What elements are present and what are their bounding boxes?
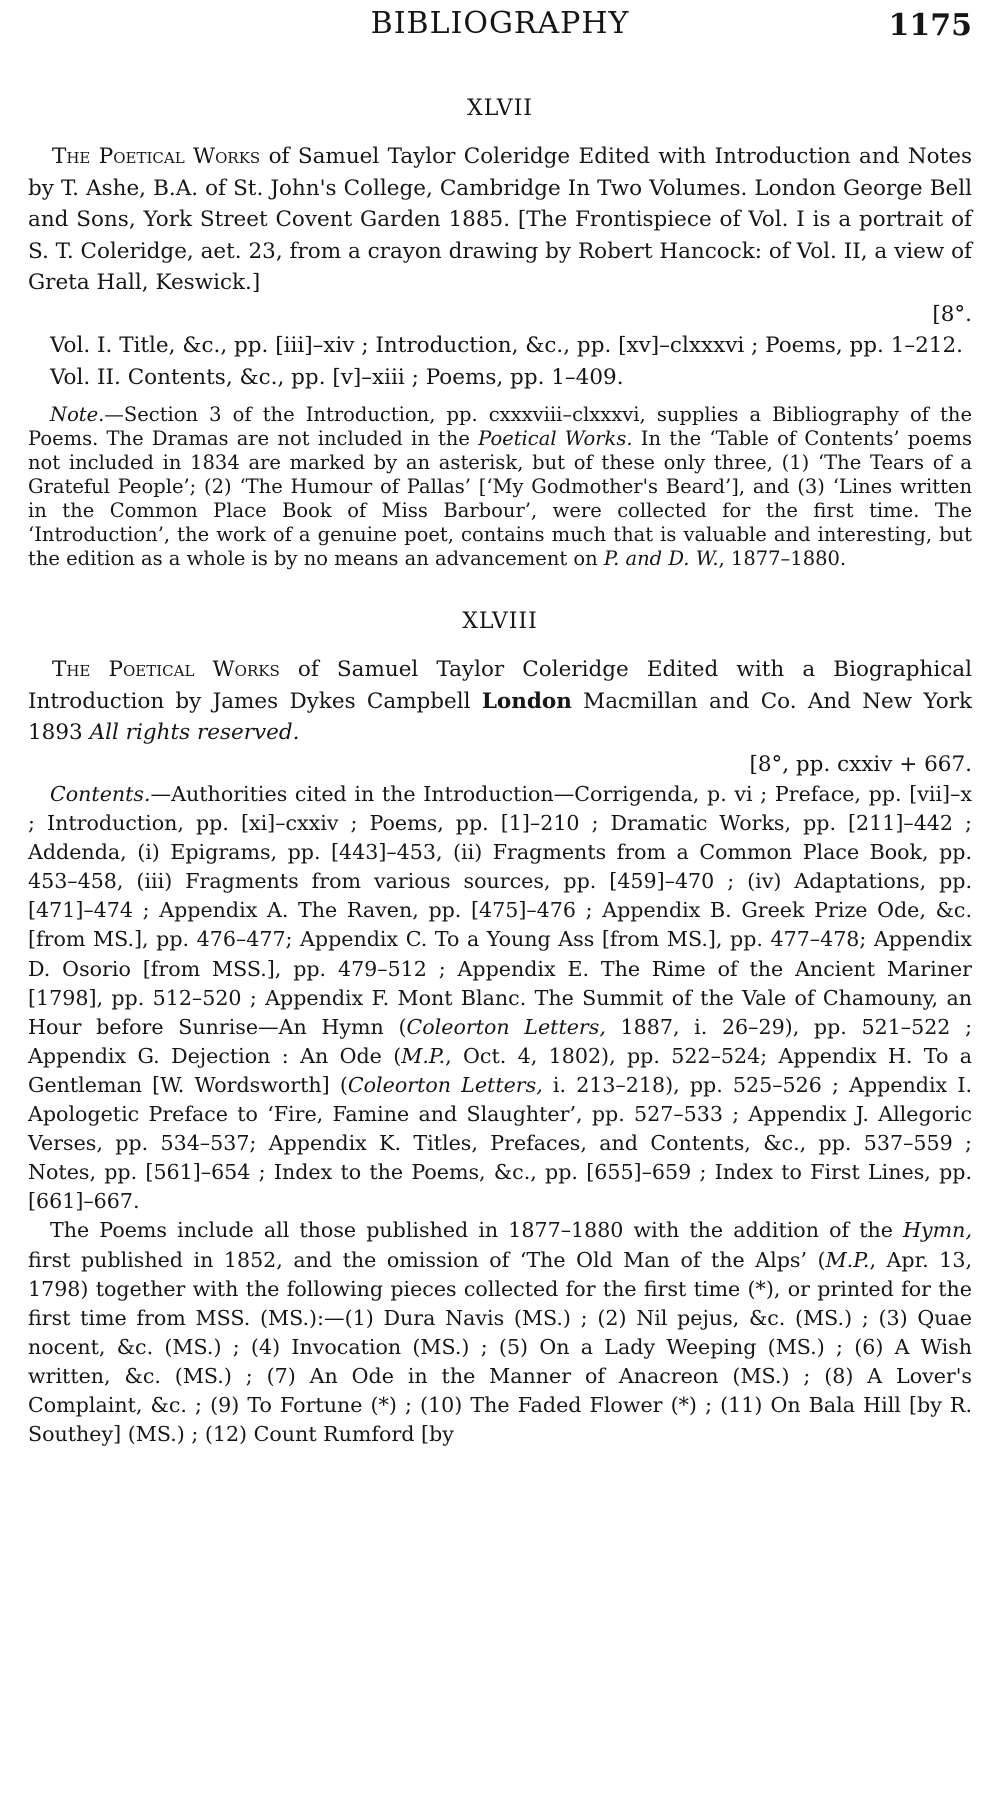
entry-title: The Poetical Works <box>52 657 280 682</box>
entry-title: The Poetical Works <box>52 144 261 169</box>
description-text: Macmillan and Co. And New York 1893 <box>28 688 972 745</box>
description-text: of Samuel Taylor Coleridge Edited with a Biographical Introduction by James Dykes Campbell <box>28 657 972 714</box>
poems-text: first published in 1852, and the omission of ‘The Old Man of the Alps’ ( <box>28 1247 826 1272</box>
entry-description <box>28 141 972 330</box>
note-text: , 1877–1880. <box>718 547 847 570</box>
poems-text: The Poems include all those published in 1877–1880 with the addition of the <box>50 1218 904 1243</box>
contents-text: i. 213–218), pp. 525–526 ; Appendix I. Apologetic Preface to ‘Fire, Famine and Slaughter’, pp. 527–533 ; Appendix J. Allegoric Verses, pp. 534–537; Appendix K. Titles, Prefaces, and Contents, &c., pp. 537–559 ; Notes, pp. [561]–654 ; Index to the Poems, &c., pp. [655]–659 ; Index to First Lines, pp. [661]–667. <box>28 1072 973 1214</box>
contents-text: —Authorities cited in the Introduction—Corrigenda, p. vi ; Preface, pp. [vii]–x ; Introduction, pp. [xi]–cxxiv ; Poems, pp. [1]–210 ; Dramatic Works, pp. [211]–442 ; Addenda, (i) Epigrams, pp. [443]–453, (ii) Fragments from a Common Place Book, pp. 453–458, (iii) Fragments from various sources, pp. [459]–470 ; (iv) Adaptations, pp. [471]–474 ; Appendix A. The Raven, pp. [475]–476 ; Appendix B. Greek Prize Ode, &c. [from MS.], pp. 476–477; Appendix C. To a Young Ass [from MS.], pp. 477–478; Appendix D. Osorio [from MSS.], pp. 479–512 ; Appendix E. The Rime of the Ancient Mariner [1798], pp. 512–520 ; Appendix F. Mont Blanc. The Summit of the Vale of Chamouny, an Hour before Sunrise—An Hymn ( <box>28 782 972 1039</box>
contents-italic: Coleorton Letters, <box>347 1072 543 1097</box>
entry-xlviii <box>28 609 972 1449</box>
contents-text: , Oct. 4, 1802), pp. 522–524; Appendix H. To a Gentleman [W. Wordsworth] ( <box>28 1043 972 1097</box>
volume-two-collation: Vol. II. Contents, &c., pp. [v]–xiii ; Poems, pp. 1–409. <box>50 364 624 390</box>
rights-note: All rights reserved. <box>89 720 300 745</box>
poems-italic: Hymn, <box>903 1218 972 1243</box>
note-text: —Section 3 of the Introduction, pp. cxxxviii–clxxxvi, supplies a Bibliography of the Poems. The Dramas are not included in the <box>28 403 972 450</box>
poems-text: , Apr. 13, 1798) together with the following pieces collected for the first time (*), or printed for the first time from MSS. (MS.):—(1) Dura Navis (MS.) ; (2) Nil pejus, &c. (MS.) ; (3) Quae nocent, &c. (MS.) ; (4) Invocation (MS.) ; (5) On a Lady Weeping (MS.) ; (6) A Wish written, &c. (MS.) ; (7) An Ode in the Manner of Anacreon (MS.) ; (8) A Lover's Complaint, &c. ; (9) To Fortune (*) ; (10) The Faded Flower (*) ; (11) On Bala Hill [by R. Southey] (MS.) ; (12) Count Rumford [by <box>28 1247 972 1447</box>
volume-one-collation: Vol. I. Title, &c., pp. [iii]–xiv ; Introduction, &c., pp. [xv]–clxxxvi ; Poems, pp. 1–212. <box>50 333 963 358</box>
poems-paragraph <box>28 1216 972 1449</box>
contents-label: Contents. <box>50 782 151 806</box>
page-header <box>28 0 972 58</box>
note-italic: P. and D. W. <box>603 547 719 570</box>
entry-description <box>28 654 972 780</box>
blackletter-imprint: London <box>481 688 572 714</box>
entry-number: XLVIII <box>462 609 538 634</box>
description-text: of Samuel Taylor Coleridge Edited with Introduction and Notes by T. Ashe, B.A. of St. John's College, Cambridge In Two Volumes. London George Bell and Sons, York Street Covent Garden 1885. [The Frontispiece of Vol. I is a portrait of S. T. Coleridge, aet. 23, from a crayon drawing by Robert Hancock: of Vol. II, a view of Greta Hall, Keswick.] <box>28 144 972 295</box>
entry-note <box>28 403 972 571</box>
format-note: [8°, pp. cxxiv + 667. <box>749 751 972 777</box>
contents-paragraph <box>28 780 972 1216</box>
contents-italic: Coleorton Letters, <box>406 1014 606 1039</box>
entry-number: XLVII <box>467 96 533 121</box>
contents-text: 1887, i. 26–29), pp. 521–522 ; Appendix G. Dejection : An Ode ( <box>28 1014 973 1068</box>
page-number: 1175 <box>888 8 972 43</box>
note-italic: Poetical Works. <box>478 427 633 450</box>
running-title: BIBLIOGRAPHY <box>370 6 630 41</box>
entry-xlvii <box>28 96 972 571</box>
poems-italic: M.P. <box>825 1247 870 1272</box>
note-label: Note. <box>50 403 105 426</box>
contents-italic: M.P. <box>401 1043 446 1068</box>
format-note: [8°. <box>932 301 972 327</box>
book-page <box>28 0 972 1449</box>
note-text: In the ‘Table of Contents’ poems not included in 1834 are marked by an asterisk, but of these only three, (1) ‘The Tears of a Grateful People’; (2) ‘The Humour of Pallas’ [‘My Godmother's Beard’], and (3) ‘Lines written in the Common Place Book of Miss Barbour’, were collected for the first time. The ‘Introduction’, the work of a genuine poet, contains much that is valuable and interesting, but the edition as a whole is by no means an advancement on <box>28 427 972 570</box>
